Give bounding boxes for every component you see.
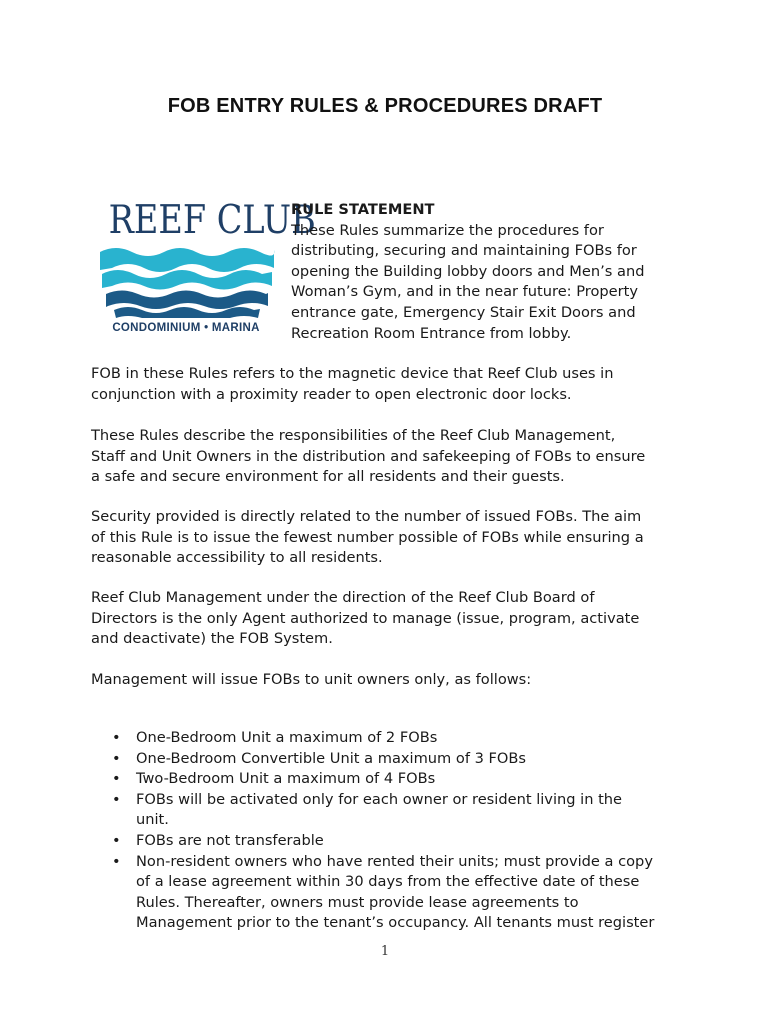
- list-item-line: FOBs are not transferable: [136, 831, 324, 849]
- paragraph-line: of this Rule is to issue the fewest number possible of FOBs while ensuring a: [91, 528, 644, 546]
- list-item-line: unit.: [136, 811, 169, 829]
- rule-statement-heading: RULE STATEMENT: [291, 201, 435, 218]
- list-item-line: of a lease agreement within 30 days from the effective date of these: [136, 873, 640, 891]
- list-item-line: One-Bedroom Convertible Unit a maximum of 3 FOBs: [136, 749, 527, 767]
- list-item: [91, 728, 681, 749]
- bullet-icon: •: [112, 790, 121, 808]
- list-item: [91, 769, 681, 790]
- reef-club-logo: [96, 196, 316, 342]
- bullet-icon: •: [112, 729, 121, 746]
- list-item-line: Two-Bedroom Unit a maximum of 4 FOBs: [136, 770, 436, 788]
- fob-allocation-list: [91, 728, 691, 934]
- paragraph-line: a safe and secure environment for all residents and their guests.: [91, 468, 565, 486]
- paragraph-line: conjunction with a proximity reader to open electronic door locks.: [91, 385, 572, 403]
- list-item: [91, 852, 681, 934]
- paragraph-line: Management will issue FOBs to unit owners only, as follows:: [91, 671, 532, 688]
- rule-statement-line: entrance gate, Emergency Stair Exit Doors and: [291, 303, 636, 321]
- paragraph-security: [91, 507, 681, 569]
- rule-statement: [291, 200, 691, 344]
- paragraph-line: These Rules describe the responsibilities of the Reef Club Management,: [91, 427, 616, 444]
- list-item-line: One-Bedroom Unit a maximum of 2 FOBs: [136, 729, 438, 746]
- waves-icon: [96, 246, 276, 320]
- logo-subtitle: CONDOMINIUM • MARINA: [112, 322, 260, 334]
- rule-statement-line: These Rules summarize the procedures for: [291, 221, 604, 239]
- rule-statement-line: Woman’s Gym, and in the near future: Property: [291, 283, 638, 301]
- list-item: [91, 790, 681, 831]
- paragraph-line: Directors is the only Agent authorized to manage (issue, program, activate: [91, 609, 640, 627]
- bullet-icon: •: [112, 770, 121, 788]
- list-item: [91, 749, 681, 770]
- bullet-icon: •: [112, 831, 121, 849]
- list-item: [91, 831, 681, 852]
- paragraph-line: FOB in these Rules refers to the magnetic device that Reef Club uses in: [91, 365, 614, 382]
- page-number: 1: [380, 944, 390, 959]
- document-title: FOB ENTRY RULES & PROCEDURES DRAFT: [167, 95, 603, 117]
- rule-statement-line: opening the Building lobby doors and Men’s and: [291, 262, 645, 280]
- paragraph-line: and deactivate) the FOB System.: [91, 630, 333, 648]
- bullet-icon: •: [112, 749, 121, 767]
- paragraph-responsibilities: [91, 426, 681, 488]
- paragraph-line: Staff and Unit Owners in the distribution and safekeeping of FOBs to ensure: [91, 447, 646, 465]
- rule-statement-line: distributing, securing and maintaining FOBs for: [291, 242, 637, 260]
- list-item-line: Non-resident owners who have rented their units; must provide a copy: [136, 852, 653, 870]
- bullet-icon: •: [112, 852, 121, 870]
- paragraph-line: reasonable accessibility to all residents.: [91, 549, 383, 567]
- logo-name: REEF CLUB: [108, 198, 316, 243]
- list-item-line: FOBs will be activated only for each owner or resident living in the: [136, 790, 623, 808]
- paragraph-issue-intro: [91, 670, 681, 691]
- paragraph-line: Reef Club Management under the direction of the Reef Club Board of: [91, 589, 595, 606]
- list-item-line: Rules. Thereafter, owners must provide lease agreements to: [136, 893, 579, 911]
- paragraph-line: Security provided is directly related to the number of issued FOBs. The aim: [91, 508, 642, 525]
- list-item-line: Management prior to the tenant’s occupancy. All tenants must register: [136, 914, 655, 932]
- rule-statement-line: Recreation Room Entrance from lobby.: [291, 324, 572, 342]
- paragraph-management: [91, 588, 681, 650]
- paragraph-fob-definition: [91, 364, 681, 405]
